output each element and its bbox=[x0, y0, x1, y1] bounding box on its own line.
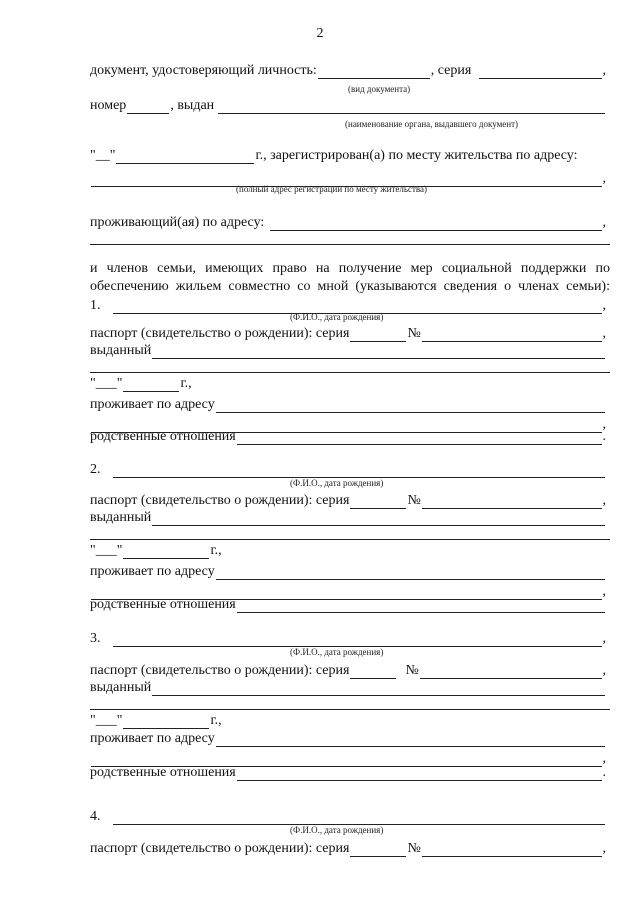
member-3-passport-number-field[interactable] bbox=[420, 665, 602, 679]
series-label: , серия bbox=[430, 63, 472, 78]
member-2-passport-number-field[interactable] bbox=[422, 495, 602, 509]
identity-doc-row bbox=[90, 62, 606, 79]
registration-date-row bbox=[90, 147, 606, 164]
member-1-series-field[interactable] bbox=[350, 328, 406, 342]
member-3-issued-field[interactable] bbox=[152, 682, 605, 696]
member-1-passport-row bbox=[90, 325, 606, 342]
member-2-relation-row bbox=[90, 596, 606, 613]
member-2-relation-field[interactable] bbox=[237, 599, 605, 613]
lives-label: проживает по адресу bbox=[90, 731, 215, 746]
comma: , bbox=[602, 417, 606, 432]
member-3-issued-line-2[interactable] bbox=[90, 709, 610, 710]
member-2-issued-row bbox=[90, 509, 606, 526]
member-number: 4. bbox=[90, 809, 101, 824]
date-quote: "___" bbox=[90, 543, 123, 558]
member-2-date-field[interactable] bbox=[123, 545, 209, 559]
date-day: "__" bbox=[90, 148, 116, 163]
member-2-passport-row bbox=[90, 492, 606, 509]
registration-date-field[interactable] bbox=[116, 150, 254, 164]
comma: , bbox=[602, 298, 606, 313]
family-intro-line-2 bbox=[90, 278, 610, 295]
residence-label: проживающий(ая) по адресу: bbox=[90, 215, 265, 230]
number-field[interactable] bbox=[127, 100, 169, 114]
number-sign: № bbox=[407, 841, 421, 856]
comma: , bbox=[602, 751, 606, 766]
member-2-lives-row bbox=[90, 563, 606, 580]
date-suffix: г., bbox=[210, 543, 222, 558]
registration-label: г., зарегистрирован(а) по месту жительства по адресу: bbox=[255, 148, 578, 163]
comma: , bbox=[602, 171, 606, 186]
residence-row bbox=[90, 214, 606, 231]
family-intro-text-1: и членов семьи, имеющих право на получение мер социальной поддержки по bbox=[90, 261, 610, 276]
relation-label: родственные отношения bbox=[90, 429, 236, 444]
issued-label: , выдан bbox=[170, 98, 215, 113]
member-1-issued-row bbox=[90, 342, 606, 359]
member-1-address-field[interactable] bbox=[216, 399, 605, 413]
doc-type-field[interactable] bbox=[318, 65, 430, 79]
residence-address-field[interactable] bbox=[270, 217, 601, 231]
family-intro-line-1 bbox=[90, 260, 610, 277]
number-sign: № bbox=[407, 326, 421, 341]
member-3-passport-row bbox=[90, 662, 606, 679]
address-caption: (полный адрес регистрации по месту жительства) bbox=[236, 184, 428, 194]
member-3-fio-field[interactable] bbox=[113, 633, 602, 647]
doc-type-caption: (вид документа) bbox=[348, 84, 411, 94]
fio-caption: (Ф.И.О., дата рождения) bbox=[290, 647, 384, 657]
date-quote: "___" bbox=[90, 376, 123, 391]
comma: , bbox=[602, 326, 606, 341]
comma: , bbox=[602, 631, 606, 646]
lives-label: проживает по адресу bbox=[90, 397, 215, 412]
comma: , bbox=[602, 584, 606, 599]
member-1-lives-row bbox=[90, 396, 606, 413]
member-3-date-field[interactable] bbox=[123, 715, 209, 729]
member-2-issued-field[interactable] bbox=[152, 512, 605, 526]
period: . bbox=[602, 765, 606, 780]
member-4-fio-field[interactable] bbox=[113, 811, 605, 825]
member-2-fio-field[interactable] bbox=[113, 464, 605, 478]
member-number: 2. bbox=[90, 462, 101, 477]
residence-address-line-2[interactable] bbox=[90, 244, 610, 245]
passport-label: паспорт (свидетельство о рождении): серия bbox=[90, 326, 350, 341]
issuer-field[interactable] bbox=[218, 100, 605, 114]
identity-doc-label: документ, удостоверяющий личность: bbox=[90, 63, 317, 78]
page-number: 2 bbox=[316, 26, 324, 41]
member-3-fio-row bbox=[90, 630, 606, 647]
issued-label: выданный bbox=[90, 343, 152, 358]
member-1-relation-row bbox=[90, 428, 606, 445]
member-3-issued-row bbox=[90, 679, 606, 696]
member-3-address-field[interactable] bbox=[216, 733, 605, 747]
comma: , bbox=[602, 63, 606, 78]
comma: , bbox=[602, 493, 606, 508]
member-number: 1. bbox=[90, 298, 101, 313]
number-issued-row bbox=[90, 97, 606, 114]
issuer-caption: (наименование органа, выдавшего документ) bbox=[345, 119, 519, 129]
member-3-series-field[interactable] bbox=[350, 665, 396, 679]
date-suffix: г., bbox=[210, 713, 222, 728]
member-2-series-field[interactable] bbox=[350, 495, 406, 509]
member-3-relation-field[interactable] bbox=[237, 767, 602, 781]
date-suffix: г., bbox=[180, 376, 192, 391]
member-2-address-field[interactable] bbox=[216, 566, 605, 580]
relation-label: родственные отношения bbox=[90, 597, 236, 612]
family-intro-text-2: обеспечению жильем совместно со мной (указываются сведения о членах семьи): bbox=[90, 279, 610, 294]
member-3-lives-row bbox=[90, 730, 606, 747]
member-2-issued-line-2[interactable] bbox=[90, 539, 610, 540]
member-4-fio-row bbox=[90, 808, 606, 825]
member-1-issued-field[interactable] bbox=[152, 345, 605, 359]
passport-label: паспорт (свидетельство о рождении): серия bbox=[90, 493, 350, 508]
fio-caption: (Ф.И.О., дата рождения) bbox=[290, 478, 384, 488]
number-sign: № bbox=[405, 663, 419, 678]
member-2-date-row bbox=[90, 542, 606, 559]
comma: , bbox=[602, 215, 606, 230]
fio-caption: (Ф.И.О., дата рождения) bbox=[290, 825, 384, 835]
issued-label: выданный bbox=[90, 680, 152, 695]
member-4-passport-number-field[interactable] bbox=[422, 843, 602, 857]
member-1-date-field[interactable] bbox=[123, 378, 179, 392]
member-1-relation-field[interactable] bbox=[237, 431, 602, 445]
member-1-issued-line-2[interactable] bbox=[90, 372, 610, 373]
comma: , bbox=[602, 841, 606, 856]
member-3-relation-row bbox=[90, 764, 606, 781]
lives-label: проживает по адресу bbox=[90, 564, 215, 579]
member-1-passport-number-field[interactable] bbox=[422, 328, 602, 342]
member-4-series-field[interactable] bbox=[350, 843, 406, 857]
member-1-date-row bbox=[90, 375, 606, 392]
member-3-date-row bbox=[90, 712, 606, 729]
passport-label: паспорт (свидетельство о рождении): серия bbox=[90, 841, 350, 856]
member-number: 3. bbox=[90, 631, 101, 646]
member-2-fio-row bbox=[90, 461, 606, 478]
period: . bbox=[602, 429, 606, 444]
number-label: номер bbox=[90, 98, 127, 113]
passport-label: паспорт (свидетельство о рождении): серия bbox=[90, 663, 350, 678]
series-field[interactable] bbox=[479, 65, 601, 79]
relation-label: родственные отношения bbox=[90, 765, 236, 780]
number-sign: № bbox=[407, 493, 421, 508]
member-4-passport-row bbox=[90, 840, 606, 857]
issued-label: выданный bbox=[90, 510, 152, 525]
date-quote: "___" bbox=[90, 713, 123, 728]
fio-caption: (Ф.И.О., дата рождения) bbox=[290, 312, 384, 322]
comma: , bbox=[602, 663, 606, 678]
